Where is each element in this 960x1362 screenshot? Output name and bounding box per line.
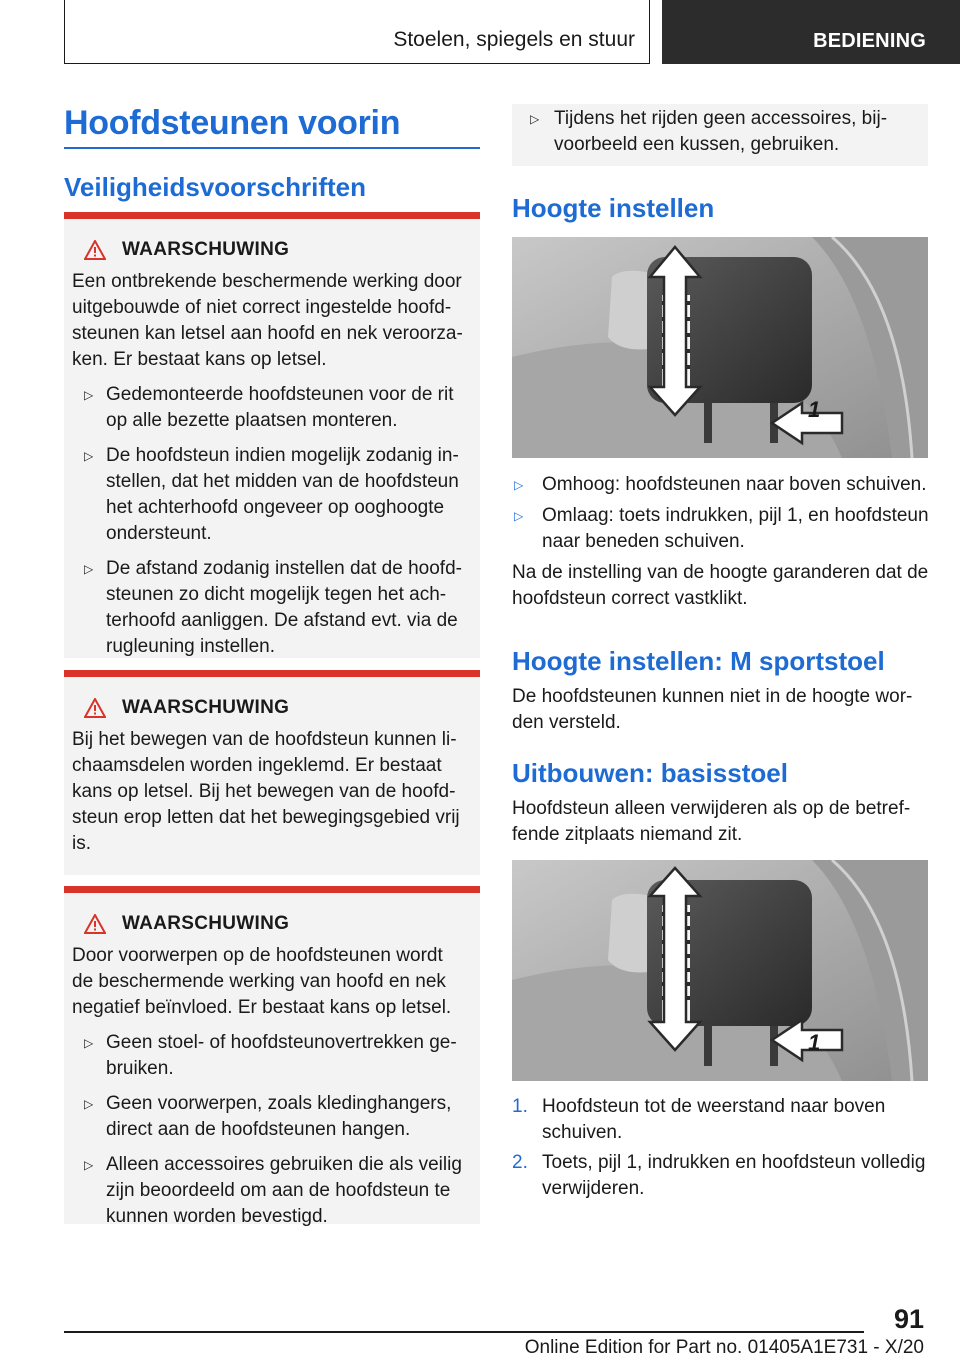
- footer-divider: [64, 1331, 864, 1333]
- page-title: Hoofdsteunen voorin: [64, 104, 401, 142]
- warning-title: WAARSCHUWING: [122, 239, 290, 260]
- warning-triangle-icon: [84, 698, 106, 718]
- warning-triangle-icon: [84, 914, 106, 934]
- step-number: 2.: [512, 1152, 528, 1173]
- list-item-text: Geen voorwerpen, zoals kledinghangers, direct aan de hoofdsteunen hangen.: [106, 1093, 452, 1140]
- headrest-illustration: [512, 237, 928, 458]
- list-item-text: Tijdens het rijden geen accessoires, bijvoorbeeld een kussen, gebruiken.: [554, 108, 888, 155]
- list-item: [512, 1150, 932, 1202]
- removal-heading: Uitbouwen: basisstoel: [512, 758, 788, 788]
- list-item-text: Alleen accessoires gebruiken die als veilig zijn beoordeeld om aan de hoofdsteun te kunnen worden bevestigd.: [106, 1154, 462, 1227]
- triangle-bullet-icon: ▷: [530, 112, 540, 126]
- height-adjust-text: Na de instelling van de hoogte garanderen dat de hoofdsteun correct vastklikt.: [512, 562, 929, 609]
- list-item-text: De hoofdsteun indien mogelijk zodanig instellen, dat het midden van de hoofdsteun het achterhoofd ongeveer op ooghoogte ondersteunt.: [106, 445, 459, 544]
- page-number: 91: [893, 1304, 924, 1334]
- warning-box-3: [64, 886, 480, 1227]
- warning-box-1: [64, 212, 480, 658]
- figure-callout-label: 1: [808, 397, 821, 422]
- list-item: [72, 1030, 466, 1082]
- section-header-box: [64, 0, 650, 64]
- warning-text: Door voorwerpen op de hoofdsteunen wordt de beschermende werking van hoofd en nek negatief beïnvloed. Er bestaat kans op letsel.: [72, 945, 452, 1018]
- list-item-text: Omhoog: hoofdsteunen naar boven schuiven.: [542, 474, 927, 495]
- list-item: [512, 472, 932, 498]
- list-item-text: Omlaag: toets indrukken, pijl 1, en hoofdsteun naar beneden schuiven.: [542, 505, 929, 552]
- warning-heading: [72, 239, 466, 261]
- warning-heading: [72, 697, 466, 719]
- section-title: Stoelen, spiegels en stuur: [393, 28, 635, 51]
- list-item-text: Gedemonteerde hoofdsteunen voor de rit op alle bezette plaatsen monteren.: [106, 384, 454, 431]
- chapter-title: BEDIENING: [813, 30, 926, 52]
- step-number: 1.: [512, 1096, 528, 1117]
- warning-heading: [72, 913, 466, 935]
- list-item-text: Toets, pijl 1, indrukken en hoofdsteun volledig verwijderen.: [542, 1152, 926, 1199]
- headrest-removal-figure: [512, 860, 928, 1081]
- edition-footer: Online Edition for Part no. 01405A1E731 - X/20: [524, 1337, 924, 1358]
- height-adjust-heading: Hoogte instellen: [512, 193, 715, 223]
- figure-callout-label: 1: [808, 1030, 821, 1055]
- warning-triangle-icon: [84, 240, 106, 260]
- m-sport-seat-text: De hoofdsteunen kunnen niet in de hoogte worden versteld.: [512, 686, 913, 733]
- list-item: [512, 1094, 932, 1146]
- headrest-height-figure: [512, 237, 928, 458]
- removal-text: Hoofdsteun alleen verwijderen als op de betreffende zitplaats niemand zit.: [512, 798, 911, 845]
- triangle-bullet-icon: ▷: [84, 1097, 94, 1111]
- safety-heading: Veiligheidsvoorschriften: [64, 172, 366, 202]
- triangle-bullet-icon: ▷: [84, 1036, 94, 1050]
- list-item: [512, 503, 932, 555]
- list-item: [72, 1091, 466, 1143]
- triangle-bullet-icon: ▷: [514, 478, 524, 492]
- triangle-bullet-icon: ▷: [514, 509, 524, 523]
- warning-box-2: [64, 670, 480, 875]
- list-item: [72, 443, 466, 547]
- title-divider: [64, 147, 480, 149]
- list-item: [72, 556, 466, 660]
- triangle-bullet-icon: ▷: [84, 449, 94, 463]
- triangle-bullet-icon: ▷: [84, 388, 94, 402]
- warning-text: Een ontbrekende beschermende werking door uitgebouwde of niet correct ingestelde hoofdsteunen kan letsel aan hoofd en nek veroorzaken. Er bestaat kans op letsel.: [72, 271, 463, 370]
- list-item-text: De afstand zodanig instellen dat de hoofdsteunen zo dicht mogelijk tegen het achterhoofd aanliggen. De afstand evt. via de rugleuning instellen.: [106, 558, 462, 657]
- warning-title: WAARSCHUWING: [122, 697, 290, 718]
- headrest-illustration: [512, 860, 928, 1081]
- m-sport-seat-heading: Hoogte instellen: M sportstoel: [512, 646, 885, 676]
- warning-text: Bij het bewegen van de hoofdsteun kunnen lichaamsdelen worden ingeklemd. Er bestaat kans op letsel. Bij het bewegen van de hoofdsteun erop letten dat het bewegingsgebied vrij is.: [72, 729, 460, 854]
- list-item-text: Hoofdsteun tot de weerstand naar boven schuiven.: [542, 1096, 886, 1143]
- continued-warning-item: [512, 104, 928, 166]
- list-item-text: Geen stoel- of hoofdsteunovertrekken gebruiken.: [106, 1032, 457, 1079]
- list-item: [72, 1152, 466, 1230]
- warning-title: WAARSCHUWING: [122, 913, 290, 934]
- chapter-tab: [662, 0, 960, 64]
- triangle-bullet-icon: ▷: [84, 1158, 94, 1172]
- triangle-bullet-icon: ▷: [84, 562, 94, 576]
- list-item: [72, 382, 466, 434]
